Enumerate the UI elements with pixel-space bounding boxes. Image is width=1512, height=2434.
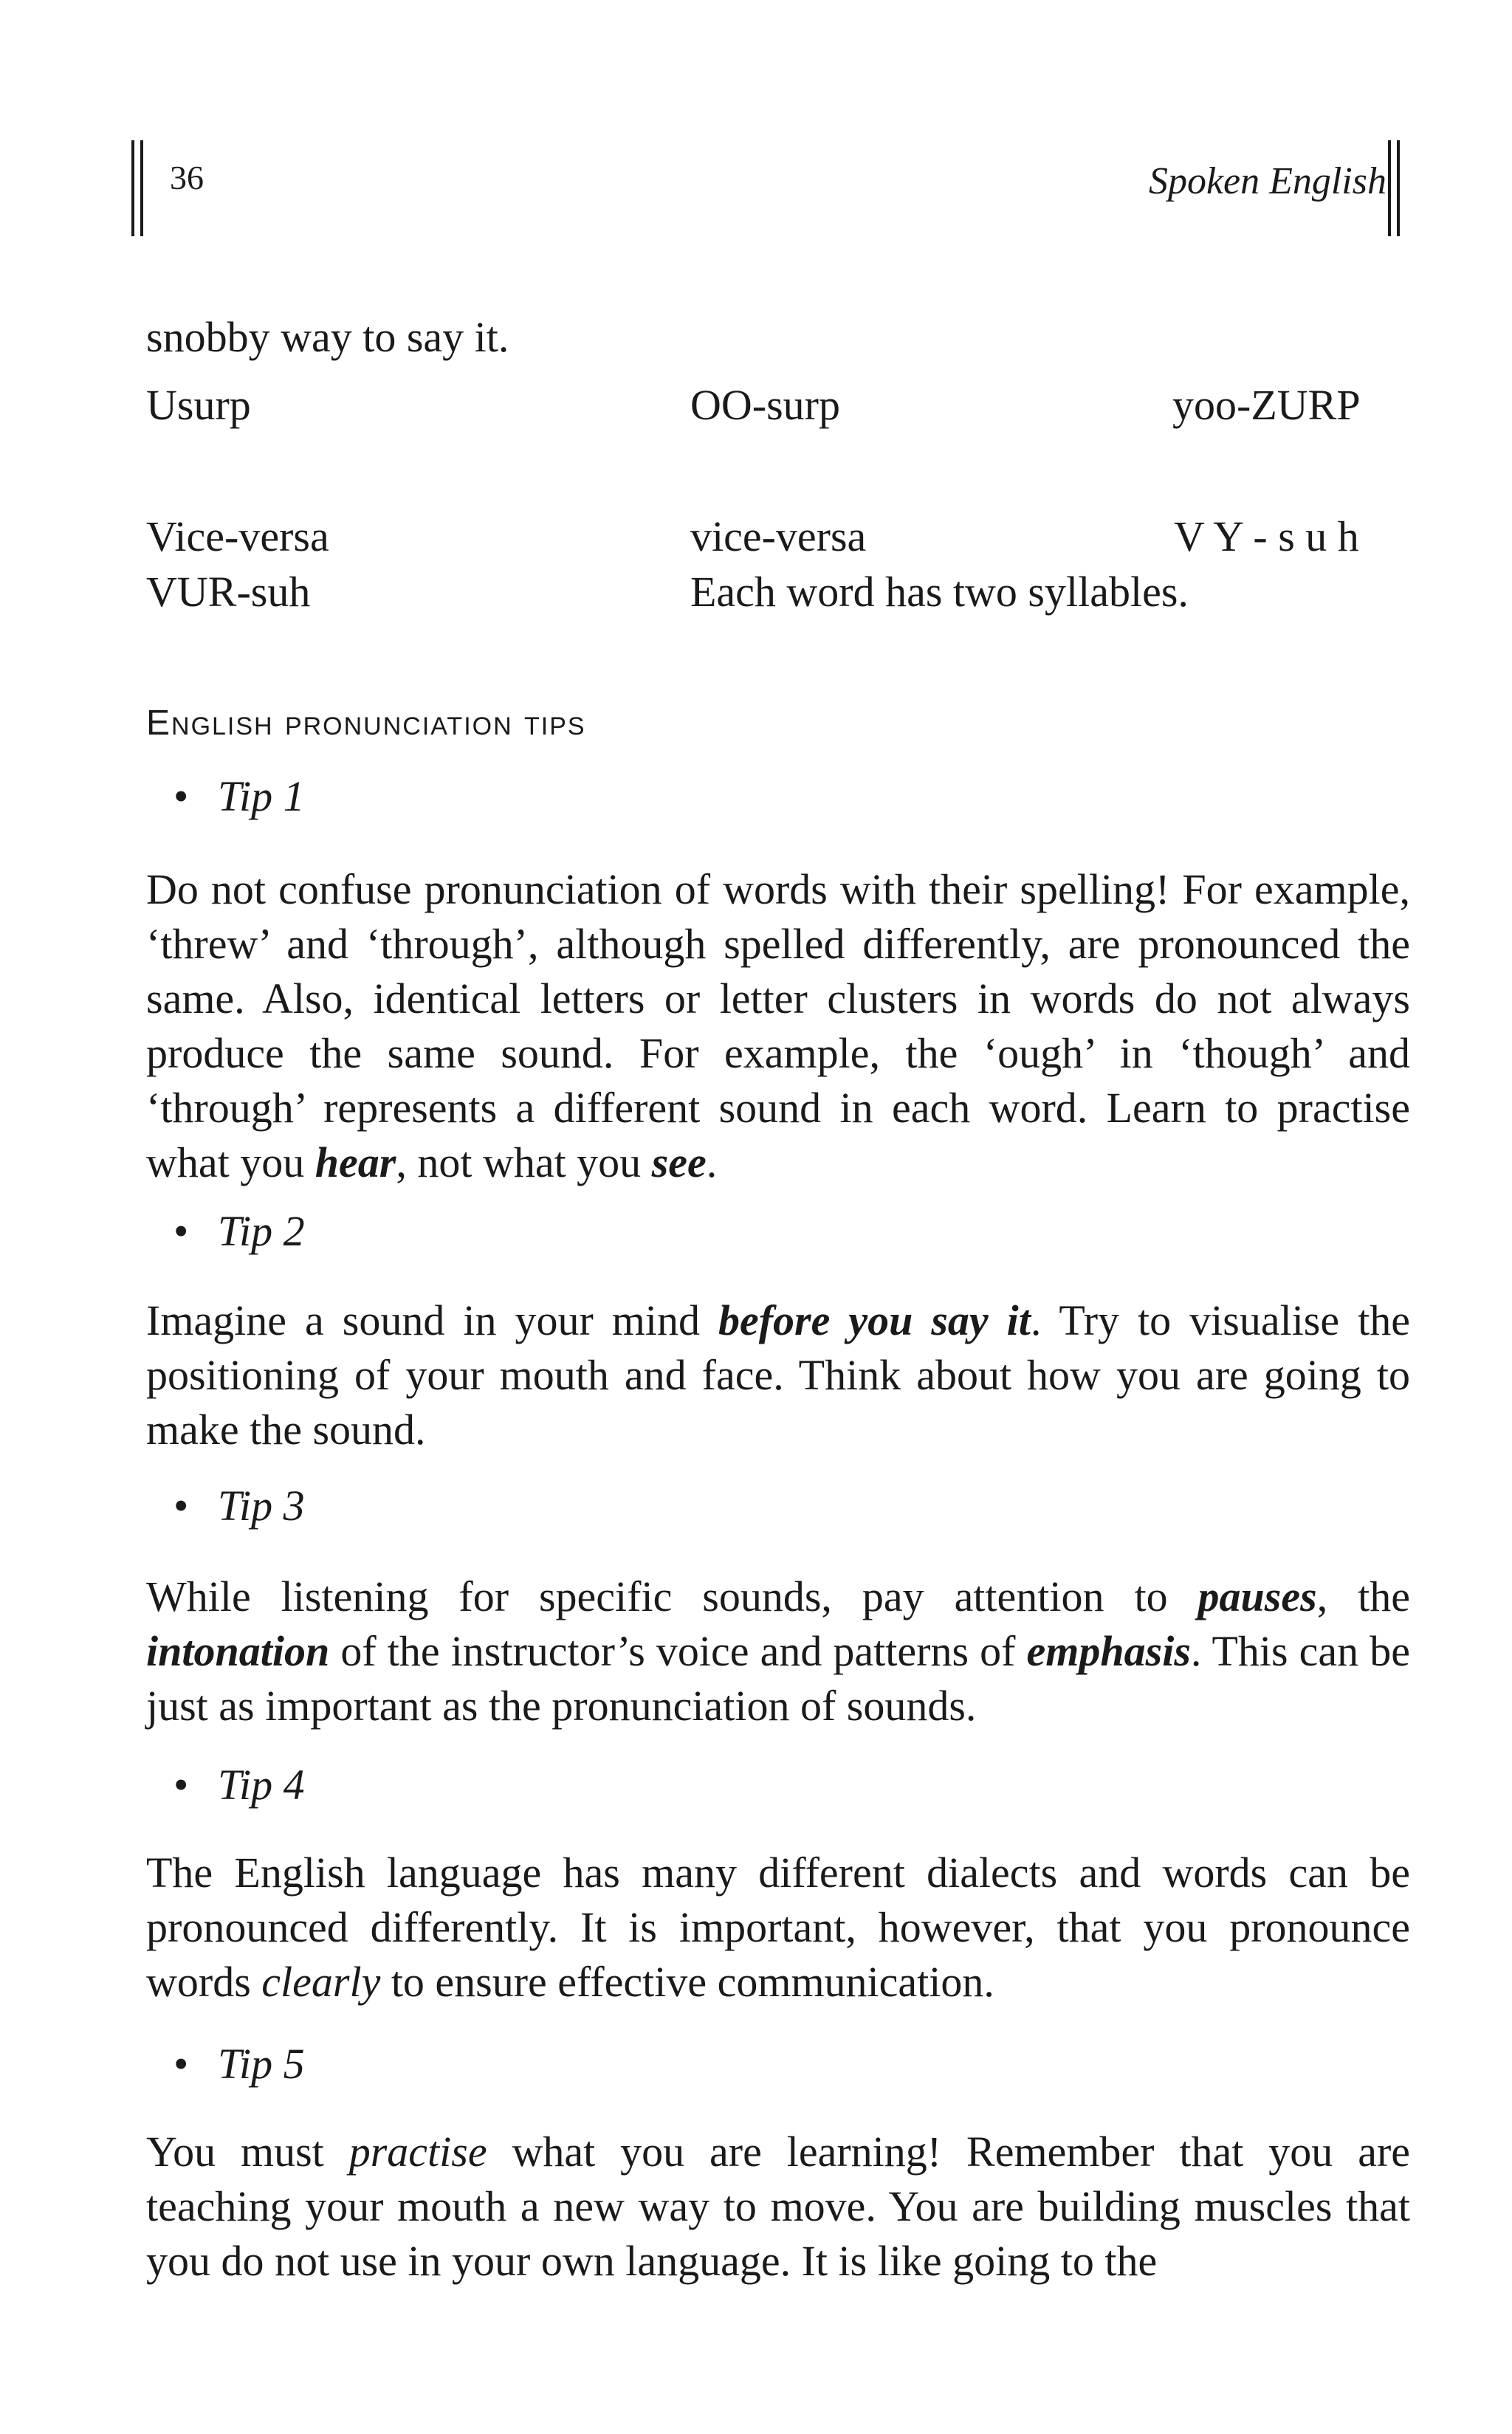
row-viceversa-cont-word: VUR-suh bbox=[146, 568, 311, 616]
emphasis-text: emphasis bbox=[1026, 1627, 1191, 1675]
tip-label-5 bbox=[173, 2039, 305, 2089]
tip-label-text: Tip 4 bbox=[218, 1761, 305, 1809]
row-viceversa-pron-a: vice-versa bbox=[690, 512, 867, 560]
header-rule-right-2 bbox=[1397, 140, 1400, 236]
tip-label-text: Tip 3 bbox=[218, 1482, 305, 1530]
row-viceversa-word: Vice-versa bbox=[146, 512, 329, 560]
tip-label-4 bbox=[173, 1760, 305, 1809]
row-usurp-word: Usurp bbox=[146, 381, 251, 429]
tip-label-text: Tip 2 bbox=[218, 1207, 305, 1255]
emphasis-text: hear bbox=[315, 1138, 396, 1186]
tip-paragraph-1: Do not confuse pronunciation of words with their spelling! For example, ‘threw’ and ‘through’, although spelled differently, are pronounced the same. Also, identical letters or letter clusters in words do not always produce the same sound. For example, the ‘ough’ in ‘though’ and ‘through’ represents a different sound in each word. Learn to practise what you hear, not what you see. bbox=[146, 865, 1410, 1186]
emphasis-text: see bbox=[651, 1138, 707, 1186]
emphasis-text: clearly bbox=[261, 1958, 381, 2006]
bullet-icon: • bbox=[173, 772, 189, 820]
tip-paragraph-2: Imagine a sound in your mind before you say it. Try to visualise the positioning of your mouth and face. Think about how you are going to make the sound. bbox=[146, 1296, 1410, 1454]
section-heading: English pronunciation tips bbox=[146, 704, 586, 743]
tip-label-2 bbox=[173, 1206, 305, 1256]
tip-paragraph-5: You must practise what you are learning! Remember that you are teaching your mouth a new way to move. You are building muscles that you do not use in your own language. It is like going to the bbox=[146, 2128, 1410, 2285]
tip-label-text: Tip 5 bbox=[218, 2040, 305, 2088]
header-rule-left-2 bbox=[140, 140, 143, 236]
row-usurp-pron-a: OO-surp bbox=[690, 381, 840, 429]
emphasis-text: intonation bbox=[146, 1627, 330, 1675]
intro-line: snobby way to say it. bbox=[146, 313, 509, 361]
page-number: 36 bbox=[170, 159, 204, 196]
emphasis-text: pauses bbox=[1197, 1572, 1317, 1620]
header-rule-left-1 bbox=[131, 140, 134, 236]
row-viceversa-pron-b: V Y - s u h bbox=[1174, 512, 1359, 560]
tip-label-3 bbox=[173, 1481, 305, 1530]
row-usurp-pron-b: yoo-ZURP bbox=[1172, 381, 1361, 429]
emphasis-text: before you say it bbox=[718, 1296, 1031, 1344]
header-rule-right-1 bbox=[1388, 140, 1391, 236]
bullet-icon: • bbox=[173, 1761, 189, 1809]
bullet-icon: • bbox=[173, 2040, 189, 2088]
row-viceversa-note: Each word has two syllables. bbox=[690, 568, 1189, 616]
running-title: Spoken English bbox=[1148, 160, 1386, 202]
tip-label-text: Tip 1 bbox=[218, 772, 305, 820]
tip-paragraph-3: While listening for specific sounds, pay attention to pauses, the intonation of the instructor’s voice and patterns of emphasis. This can be just as important as the pronunciation of sounds. bbox=[146, 1572, 1410, 1730]
emphasis-text: practise bbox=[348, 2128, 487, 2176]
tip-paragraph-4: The English language has many different dialects and words can be pronounced differently. It is important, however, that you pronounce words clearly to ensure effective communication. bbox=[146, 1849, 1410, 2006]
bullet-icon: • bbox=[173, 1207, 189, 1255]
bullet-icon: • bbox=[173, 1482, 189, 1530]
tip-label-1 bbox=[173, 771, 305, 821]
